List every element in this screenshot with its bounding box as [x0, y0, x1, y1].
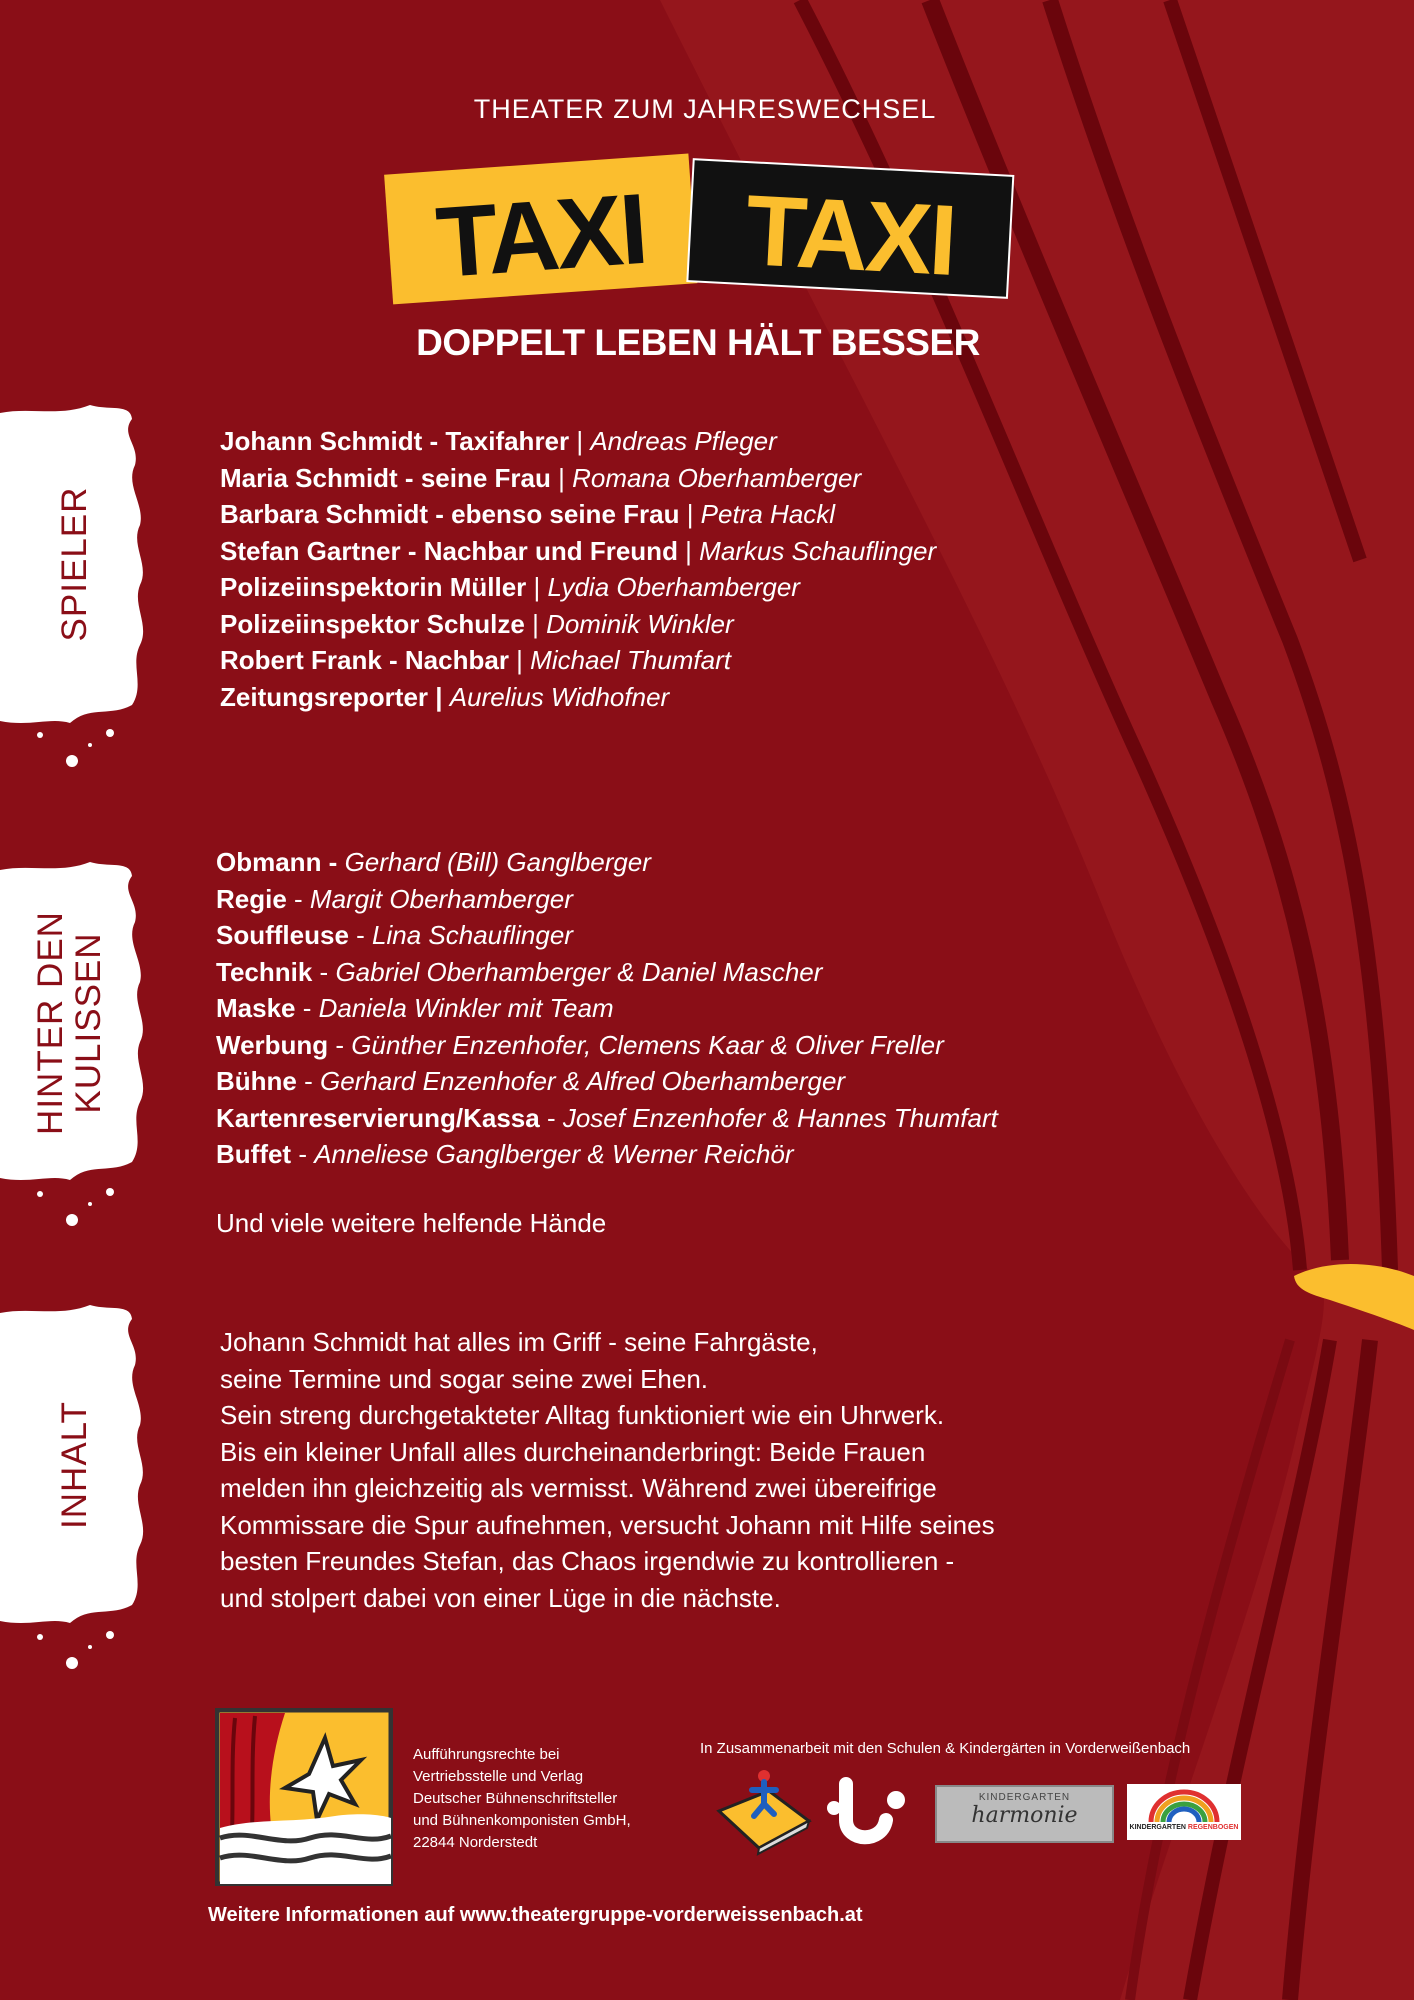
cast-row: Barbara Schmidt - ebenso seine Frau | Petra Hackl — [220, 499, 836, 529]
crew-row: Obmann - Gerhard (Bill) Ganglberger — [216, 847, 651, 877]
cast-row: Polizeiinspektorin Müller | Lydia Oberhamberger — [220, 572, 800, 602]
plot-line: Sein streng durchgetakteter Alltag funktioniert wie ein Uhrwerk. — [220, 1400, 945, 1430]
cast-row: Polizeiinspektor Schulze | Dominik Winkler — [220, 608, 734, 639]
logo-word-1: TAXI — [432, 172, 649, 300]
section-label-cast: SPIELER — [55, 486, 94, 642]
crew-row: Buffet - Anneliese Ganglberger & Werner Reichör — [216, 1139, 794, 1169]
crew-row: Bühne - Gerhard Enzenhofer & Alfred Oberhamberger — [216, 1066, 846, 1096]
theater-group-logo — [215, 1708, 393, 1886]
rights-notice: Aufführungsrechte bei Vertriebsstelle und Verlag Deutscher Bühnenschriftsteller und Bühnenkomponisten GmbH, 22844 Norderstedt — [413, 1746, 631, 1851]
tagline: DOPPELT LEBEN HÄLT BESSER — [416, 322, 980, 363]
kindergarten-regenbogen-logo: KINDERGARTEN REGENBOGEN — [1127, 1784, 1241, 1840]
event-subtitle: THEATER ZUM JAHRESWECHSEL — [473, 94, 937, 124]
school-logo-book-icon — [714, 1766, 814, 1856]
crew-row: Werbung - Günther Enzenhofer, Clemens Kaar & Oliver Freller — [216, 1029, 944, 1060]
logo-word-2: TAXI — [742, 174, 957, 297]
helpers-note: Und viele weitere helfende Hände — [216, 1208, 607, 1238]
cast-row: Johann Schmidt - Taxifahrer | Andreas Pfleger — [220, 426, 777, 456]
taxi-taxi-logo — [380, 140, 1020, 310]
section-label-plot: INHALT — [55, 1401, 94, 1529]
section-label-crew-line2: KULISSEN — [69, 932, 108, 1114]
footer-website-note: Weitere Informationen auf www.theatergruppe-vorderweissenbach.at — [208, 1904, 863, 1926]
crew-row: Maske - Daniela Winkler mit Team — [216, 993, 614, 1023]
cast-row: Robert Frank - Nachbar | Michael Thumfart — [220, 645, 731, 675]
plot-text — [220, 1324, 1120, 1616]
cast-list — [220, 423, 936, 715]
section-label-crew-line1: HINTER DEN — [31, 911, 70, 1135]
kindergarten-harmonie-logo: KINDERGARTEN harmonie — [935, 1785, 1114, 1843]
plot-line: besten Freundes Stefan, das Chaos irgendwie zu kontrollieren - — [220, 1546, 955, 1576]
crew-row: Kartenreservierung/Kassa - Josef Enzenhofer & Hannes Thumfart — [216, 1102, 998, 1133]
plot-line: und stolpert dabei von einer Lüge in die nächste. — [220, 1582, 781, 1613]
crew-row: Technik - Gabriel Oberhamberger & Daniel Mascher — [216, 956, 823, 987]
cast-row: Zeitungsreporter | Aurelius Widhofner — [220, 681, 670, 712]
plot-line: Kommissare die Spur aufnehmen, versucht Johann mit Hilfe seines — [220, 1509, 995, 1540]
section-label-crew — [32, 893, 108, 1153]
cooperation-note: In Zusammenarbeit mit den Schulen & Kindergärten in Vorderweißenbach — [700, 1740, 1191, 1757]
plot-line: melden ihn gleichzeitig als vermisst. Während zwei übereifrige — [220, 1473, 937, 1503]
crew-row: Souffleuse - Lina Schauflinger — [216, 920, 573, 950]
plot-line: Bis ein kleiner Unfall alles durcheinanderbringt: Beide Frauen — [220, 1436, 926, 1467]
crew-row: Regie - Margit Oberhamberger — [216, 883, 573, 914]
school-logo-smile-icon — [826, 1772, 912, 1852]
plot-line: seine Termine und sogar seine zwei Ehen. — [220, 1363, 709, 1394]
cast-row: Maria Schmidt - seine Frau | Romana Oberhamberger — [220, 462, 862, 493]
cast-row: Stefan Gartner - Nachbar und Freund | Markus Schauflinger — [220, 535, 937, 566]
crew-list — [216, 844, 998, 1173]
plot-line: Johann Schmidt hat alles im Griff - seine Fahrgäste, — [220, 1327, 818, 1357]
rainbow-icon — [1147, 1788, 1221, 1822]
